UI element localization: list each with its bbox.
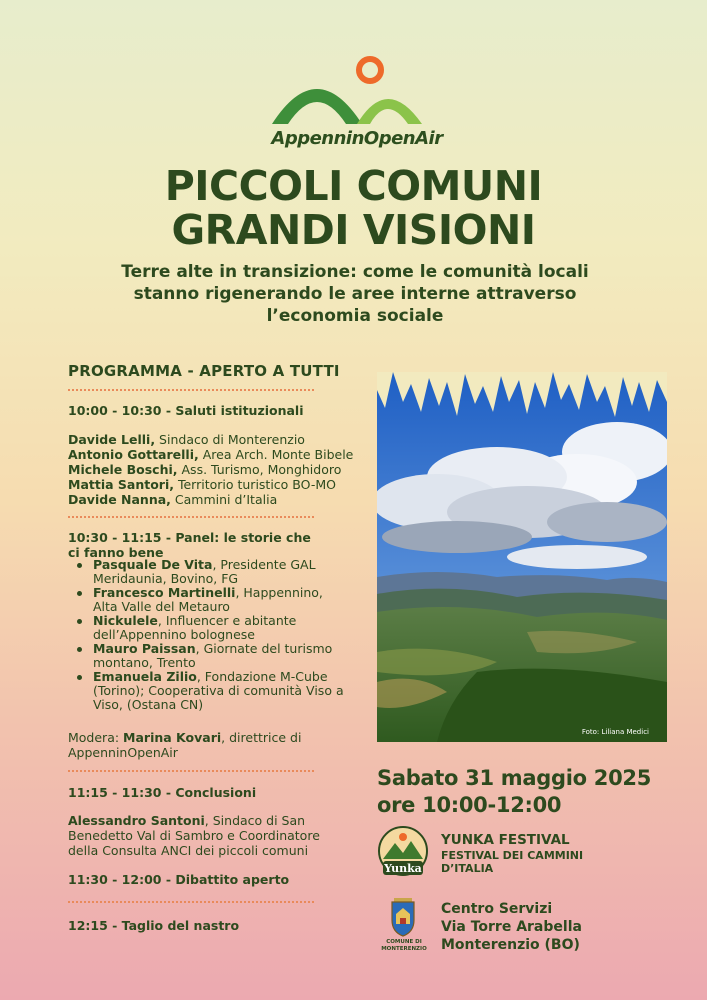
mountain-sun-icon — [262, 52, 452, 132]
yunka-badge-text: Yunka — [384, 862, 422, 875]
list-item — [76, 586, 346, 614]
moderator — [68, 730, 318, 760]
divider — [68, 516, 314, 518]
crest-icon — [380, 894, 426, 938]
venue-line-1: Centro Servizi — [441, 901, 553, 917]
event-date-line: Sabato 31 maggio 2025 — [377, 766, 652, 790]
appenninopenair-logo — [262, 52, 452, 152]
photo-credit: Foto: Liliana Medici — [581, 728, 649, 736]
page-title — [0, 164, 707, 252]
panelist-role: , Presidente GAL Meridaunia, Bovino, FG — [93, 557, 316, 586]
slot-conclusioni: 11:15 - 11:30 - Conclusioni — [68, 785, 257, 800]
title-line-1: PICCOLI COMUNI — [164, 162, 543, 210]
panelist-role: , Giornate del turismo montano, Trento — [93, 641, 333, 670]
logo-text: AppenninOpenAir — [271, 128, 443, 149]
slot-saluti: 10:00 - 10:30 - Saluti istituzionali — [68, 403, 304, 418]
speaker-role: Territorio turistico BO-MO — [174, 477, 336, 492]
speaker-role: Area Arch. Monte Bibele — [198, 447, 354, 462]
speaker-name: Davide Nanna, — [68, 492, 171, 507]
speakers-list-1 — [68, 432, 368, 507]
speaker-row — [68, 462, 368, 477]
list-item — [76, 614, 346, 642]
moderator-role: , direttrice di AppenninOpenAir — [68, 730, 302, 760]
speaker-row — [68, 432, 368, 447]
speaker-role: Sindaco di Monterenzio — [155, 432, 305, 447]
subtitle: Terre alte in transizione: come le comunità locali stanno rigenerando le aree interne attraverso l’economia sociale — [121, 262, 589, 326]
event-time-line: ore 10:00-12:00 — [377, 793, 562, 817]
speaker-name: Antonio Gottarelli, — [68, 447, 199, 462]
speaker-row — [68, 492, 368, 507]
title-line-2: GRANDI VISIONI — [171, 206, 536, 254]
slot-taglio-nastro: 12:15 - Taglio del nastro — [68, 918, 240, 933]
yunka-subtitle: FESTIVAL DEI CAMMINI D’ITALIA — [441, 849, 584, 875]
speaker-name: Davide Lelli, — [68, 432, 156, 447]
slot-dibattito: 11:30 - 12:00 - Dibattito aperto — [68, 872, 290, 887]
divider — [68, 901, 314, 903]
panelist-name: Emanuela Zilio — [93, 669, 197, 684]
divider — [68, 770, 314, 772]
program-heading: PROGRAMMA - APERTO A TUTTI — [68, 362, 340, 380]
panel-list — [76, 558, 346, 712]
panelist-role: , Fondazione M-Cube (Torino); Cooperativa di comunità Viso a Viso, (Ostana CN) — [93, 669, 344, 712]
venue-line-2: Via Torre Arabella — [441, 919, 582, 935]
list-item — [76, 670, 346, 712]
list-item — [76, 642, 346, 670]
closing-role: , Sindaco di San Benedetto Val di Sambro e Coordinatore della Consulta ANCI dei piccoli comuni — [68, 813, 320, 858]
closing-name: Alessandro Santoni — [68, 813, 205, 828]
landscape-photo — [377, 372, 667, 742]
panelist-role: , Happennino, Alta Valle del Metauro — [93, 585, 323, 614]
panelist-role: , Influencer e abitante dell’Appennino bolognese — [93, 613, 297, 642]
speaker-role: Ass. Turismo, Monghidoro — [177, 462, 342, 477]
landscape-image — [377, 372, 667, 742]
list-item — [76, 558, 346, 586]
venue-line-3: Monterenzio (BO) — [441, 937, 580, 953]
speaker-row — [68, 447, 368, 462]
speaker-row — [68, 477, 368, 492]
comune-label: COMUNE DI MONTERENZIO — [381, 939, 427, 952]
slot-panel: 10:30 - 11:15 - Panel: le storie che ci fanno bene — [68, 530, 311, 560]
speaker-name: Mattia Santori, — [68, 477, 174, 492]
moderator-name: Marina Kovari — [123, 730, 222, 745]
panelist-name: Nickulele — [93, 613, 158, 628]
divider — [68, 389, 314, 391]
speaker-role: Cammini d’Italia — [170, 492, 278, 507]
closing-speaker — [68, 813, 338, 858]
yunka-badge — [377, 825, 429, 885]
yunka-logo-icon — [377, 825, 429, 885]
panelist-name: Mauro Paissan — [93, 641, 196, 656]
panelist-name: Pasquale De Vita — [93, 557, 213, 572]
venue-address — [441, 900, 582, 954]
panelist-name: Francesco Martinelli — [93, 585, 236, 600]
event-date — [377, 765, 651, 819]
yunka-title: YUNKA FESTIVAL — [441, 832, 570, 848]
moderator-prefix: Modera: — [68, 730, 124, 745]
speaker-name: Michele Boschi, — [68, 462, 178, 477]
